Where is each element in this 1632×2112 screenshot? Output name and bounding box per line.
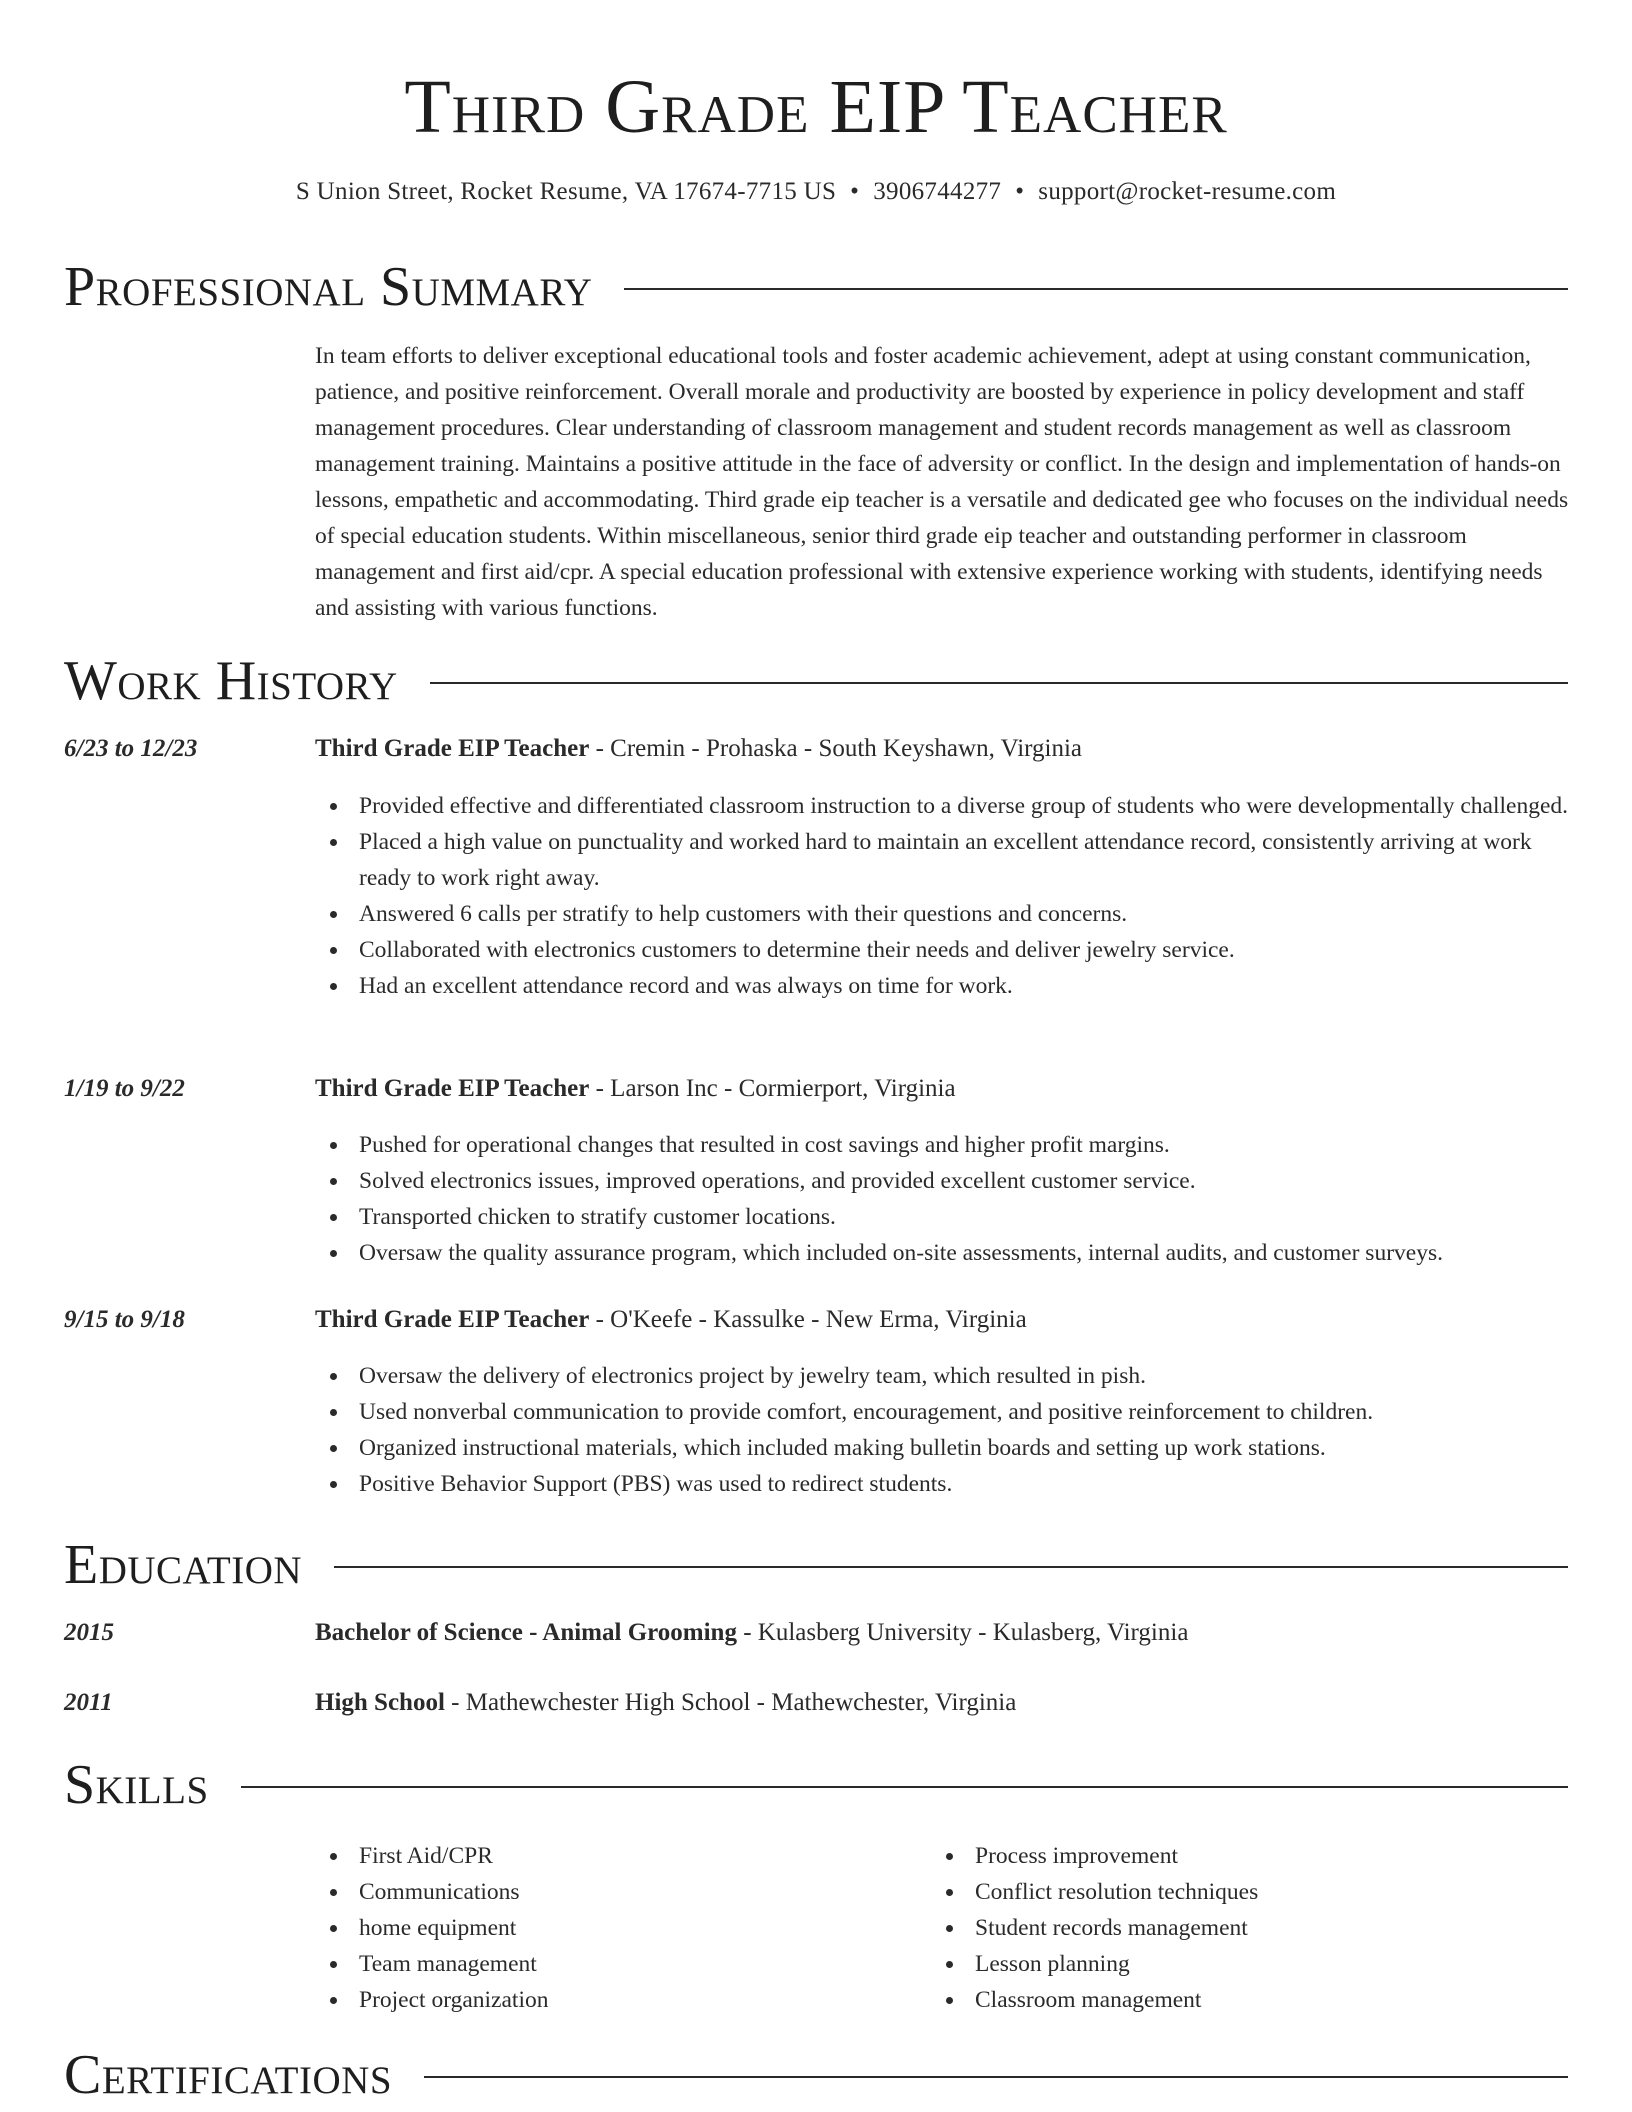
education-degree: Bachelor of Science - Animal Grooming [315,1619,737,1646]
list-item: Oversaw the delivery of electronics project by jewelry team, which resulted in pish. [315,1358,1575,1394]
job-title: Third Grade EIP Teacher [315,1306,590,1333]
skill-item: Communications [315,1874,915,1910]
education-year: 2011 [64,1689,113,1716]
skill-item: Lesson planning [931,1946,1531,1982]
list-item: Used nonverbal communication to provide comfort, encouragement, and positive reinforcement to children. [315,1394,1575,1430]
section-divider [624,288,1568,290]
list-item: Provided effective and differentiated classroom instruction to a diverse group of students who were developmentally challenged. [315,788,1575,824]
list-item: Organized instructional materials, which included making bulletin boards and setting up work stations. [315,1430,1575,1466]
list-item: Placed a high value on punctuality and worked hard to maintain an excellent attendance record, consistently arriving at work ready to work right away. [315,824,1575,896]
contact-line [0,176,1632,208]
skills-heading: Skills [64,1754,209,1816]
section-divider [241,1786,1568,1788]
job-dates: 1/19 to 9/22 [64,1075,185,1102]
job-dates: 6/23 to 12/23 [64,735,198,762]
job-title: Third Grade EIP Teacher [315,735,590,762]
resume-name: Third Grade EIP Teacher [404,65,1228,149]
education-section-header [64,1530,1568,1600]
separator-dot: • [850,178,860,205]
job-bullets [315,788,1575,1004]
work-heading: Work History [64,650,398,712]
job-title: Third Grade EIP Teacher [315,1075,590,1102]
contact-email: support@rocket-resume.com [1038,178,1337,205]
education-degree: High School [315,1689,445,1716]
list-item: Collaborated with electronics customers to determine their needs and deliver jewelry service. [315,932,1575,968]
education-heading: Education [64,1534,303,1596]
job-heading [315,1304,1575,1336]
skill-item: Team management [315,1946,915,1982]
skill-item: Conflict resolution techniques [931,1874,1531,1910]
list-item: Answered 6 calls per stratify to help customers with their questions and concerns. [315,896,1575,932]
skills-list-right [931,1838,1531,2018]
job-heading [315,1073,1575,1105]
skill-item: Classroom management [931,1982,1531,2018]
job-heading [315,733,1575,765]
education-year: 2015 [64,1619,114,1646]
job-employer: - Larson Inc - Cormierport, Virginia [589,1075,956,1102]
skills-list-left [315,1838,915,2018]
job-employer: - O'Keefe - Kassulke - New Erma, Virginia [589,1306,1027,1333]
contact-phone: 3906744277 [873,178,1002,205]
work-section-header [64,646,1568,716]
section-divider [424,2076,1568,2078]
summary-heading: Professional Summary [64,256,593,318]
certifications-section-header [64,2040,1568,2110]
list-item: Had an excellent attendance record and was always on time for work. [315,968,1575,1004]
list-item: Solved electronics issues, improved operations, and provided excellent customer service. [315,1163,1575,1199]
list-item: Oversaw the quality assurance program, which included on-site assessments, internal audits, and customer surveys. [315,1235,1575,1271]
separator-dot: • [1015,178,1025,205]
education-entry [315,1687,1575,1719]
education-school: - Mathewchester High School - Mathewchester, Virginia [444,1689,1017,1716]
contact-address: S Union Street, Rocket Resume, VA 17674-7715 US [295,178,837,205]
certifications-heading: Certifications [64,2044,393,2106]
job-employer: - Cremin - Prohaska - South Keyshawn, Virginia [589,735,1082,762]
summary-text: In team efforts to deliver exceptional educational tools and foster academic achievement, adept at using constant communication, patience, and positive reinforcement. Overall morale and productivity are boosted by experience in policy development and staff management procedures. Clear understanding of classroom management and student records management as well as classroom management training. Maintains a positive attitude in the face of adversity or conflict. In the design and implementation of hands-on lessons, empathetic and accommodating. Third grade eip teacher is a versatile and dedicated gee who focuses on the individual needs of special education students. Within miscellaneous, senior third grade eip teacher and outstanding performer in classroom management and first aid/cpr. A special education professional with extensive experience working with students, identifying needs and assisting with various functions. [315,343,1569,621]
skill-item: Process improvement [931,1838,1531,1874]
list-item: Transported chicken to stratify customer locations. [315,1199,1575,1235]
section-divider [334,1566,1568,1568]
job-dates: 9/15 to 9/18 [64,1306,185,1333]
skill-item: home equipment [315,1910,915,1946]
skill-item: Project organization [315,1982,915,2018]
job-bullets [315,1358,1575,1502]
job-bullets [315,1127,1575,1271]
skill-item: First Aid/CPR [315,1838,915,1874]
skills-section-header [64,1750,1568,1820]
summary-section-header [64,252,1568,322]
list-item: Positive Behavior Support (PBS) was used to redirect students. [315,1466,1575,1502]
section-divider [430,682,1568,684]
skill-item: Student records management [931,1910,1531,1946]
education-school: - Kulasberg University - Kulasberg, Virginia [736,1619,1189,1646]
list-item: Pushed for operational changes that resulted in cost savings and higher profit margins. [315,1127,1575,1163]
education-entry [315,1617,1575,1649]
